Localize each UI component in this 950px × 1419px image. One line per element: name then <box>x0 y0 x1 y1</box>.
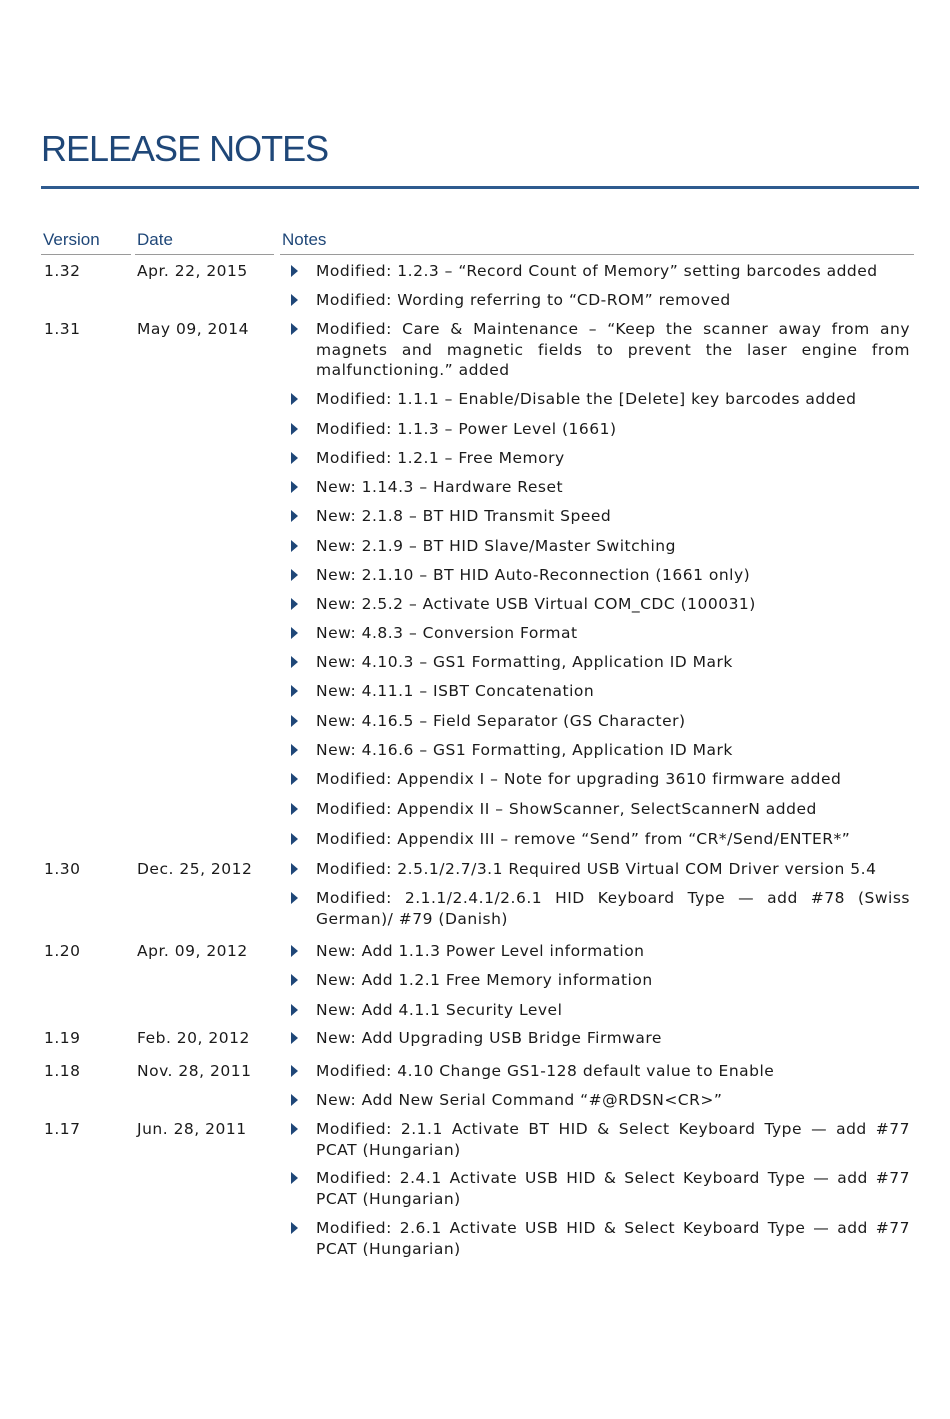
release-date: Apr. 22, 2015 <box>137 262 248 280</box>
note-text: New: 4.8.3 – Conversion Format <box>316 624 578 642</box>
triangle-right-icon <box>288 1219 302 1237</box>
note-text: Modified: Appendix II – ShowScanner, SelectScannerN added <box>316 800 817 818</box>
triangle-right-icon <box>288 712 302 730</box>
note-text: New: 4.16.5 – Field Separator (GS Character) <box>316 712 686 730</box>
triangle-right-icon <box>288 653 302 671</box>
note-text: Modified: Wording referring to “CD-ROM” removed <box>316 291 731 309</box>
triangle-right-icon <box>288 1169 302 1187</box>
triangle-right-icon <box>288 682 302 700</box>
note-text: Modified: 1.1.3 – Power Level (1661) <box>316 420 617 438</box>
note-text: Modified: 2.5.1/2.7/3.1 Required USB Virtual COM Driver version 5.4 <box>316 860 877 878</box>
triangle-right-icon <box>288 537 302 555</box>
release-date: Apr. 09, 2012 <box>137 942 248 960</box>
triangle-right-icon <box>288 595 302 613</box>
triangle-right-icon <box>288 291 302 309</box>
note-text: Modified: 2.1.1 Activate BT HID & Select Keyboard Type — add #77 PCAT (Hungarian) <box>316 1120 910 1159</box>
note-text: New: 2.1.10 – BT HID Auto-Reconnection (1661 only) <box>316 566 751 584</box>
triangle-right-icon <box>288 1120 302 1138</box>
triangle-right-icon <box>288 830 302 848</box>
header-date: Date <box>135 229 274 255</box>
triangle-right-icon <box>288 478 302 496</box>
note-text: New: 2.1.8 – BT HID Transmit Speed <box>316 507 612 525</box>
title-divider <box>41 186 919 189</box>
triangle-right-icon <box>288 420 302 438</box>
triangle-right-icon <box>288 800 302 818</box>
triangle-right-icon <box>288 624 302 642</box>
note-text: New: Add Upgrading USB Bridge Firmware <box>316 1029 662 1047</box>
release-date: Dec. 25, 2012 <box>137 860 253 878</box>
triangle-right-icon <box>288 390 302 408</box>
release-version: 1.18 <box>44 1062 81 1080</box>
note-text: New: 2.5.2 – Activate USB Virtual COM_CDC (100031) <box>316 595 756 613</box>
note-text: Modified: 1.2.1 – Free Memory <box>316 449 565 467</box>
note-text: Modified: Appendix III – remove “Send” from “CR*/Send/ENTER*” <box>316 830 851 848</box>
note-text: Modified: Care & Maintenance – “Keep the scanner away from any magnets and magnetic fields to prevent the laser engine from malfunctioning.” added <box>316 320 910 379</box>
note-text: New: Add New Serial Command “#@RDSN<CR>” <box>316 1091 723 1109</box>
triangle-right-icon <box>288 1091 302 1109</box>
release-date: Nov. 28, 2011 <box>137 1062 252 1080</box>
note-text: Modified: Appendix I – Note for upgrading 3610 firmware added <box>316 770 842 788</box>
table-header <box>41 229 914 255</box>
triangle-right-icon <box>288 741 302 759</box>
note-text: New: Add 1.1.3 Power Level information <box>316 942 645 960</box>
release-version: 1.17 <box>44 1120 81 1138</box>
note-text: New: 4.10.3 – GS1 Formatting, Application ID Mark <box>316 653 733 671</box>
triangle-right-icon <box>288 262 302 280</box>
note-text: New: 1.14.3 – Hardware Reset <box>316 478 564 496</box>
triangle-right-icon <box>288 860 302 878</box>
release-version: 1.19 <box>44 1029 81 1047</box>
triangle-right-icon <box>288 566 302 584</box>
note-text: New: 4.11.1 – ISBT Concatenation <box>316 682 595 700</box>
triangle-right-icon <box>288 1062 302 1080</box>
note-text: Modified: 2.6.1 Activate USB HID & Select Keyboard Type — add #77 PCAT (Hungarian) <box>316 1219 910 1258</box>
note-text: New: Add 4.1.1 Security Level <box>316 1001 563 1019</box>
triangle-right-icon <box>288 971 302 989</box>
note-text: New: Add 1.2.1 Free Memory information <box>316 971 653 989</box>
triangle-right-icon <box>288 320 302 338</box>
release-date: May 09, 2014 <box>137 320 249 338</box>
header-version: Version <box>41 229 131 255</box>
note-text: Modified: 1.2.3 – “Record Count of Memory” setting barcodes added <box>316 262 878 280</box>
release-version: 1.31 <box>44 320 81 338</box>
header-notes: Notes <box>280 229 914 255</box>
triangle-right-icon <box>288 770 302 788</box>
note-text: New: 2.1.9 – BT HID Slave/Master Switching <box>316 537 676 555</box>
page-title: RELEASE NOTES <box>41 128 329 169</box>
triangle-right-icon <box>288 449 302 467</box>
triangle-right-icon <box>288 507 302 525</box>
triangle-right-icon <box>288 1029 302 1047</box>
triangle-right-icon <box>288 942 302 960</box>
triangle-right-icon <box>288 889 302 907</box>
note-text: Modified: 4.10 Change GS1-128 default value to Enable <box>316 1062 775 1080</box>
note-text: Modified: 2.1.1/2.4.1/2.6.1 HID Keyboard Type — add #78 (Swiss German)/ #79 (Danish) <box>316 889 910 928</box>
release-version: 1.30 <box>44 860 81 878</box>
note-text: New: 4.16.6 – GS1 Formatting, Application ID Mark <box>316 741 733 759</box>
note-text: Modified: 2.4.1 Activate USB HID & Select Keyboard Type — add #77 PCAT (Hungarian) <box>316 1169 910 1208</box>
release-version: 1.20 <box>44 942 81 960</box>
note-text: Modified: 1.1.1 – Enable/Disable the [Delete] key barcodes added <box>316 390 857 408</box>
triangle-right-icon <box>288 1001 302 1019</box>
release-version: 1.32 <box>44 262 81 280</box>
release-date: Jun. 28, 2011 <box>137 1120 247 1138</box>
release-date: Feb. 20, 2012 <box>137 1029 250 1047</box>
